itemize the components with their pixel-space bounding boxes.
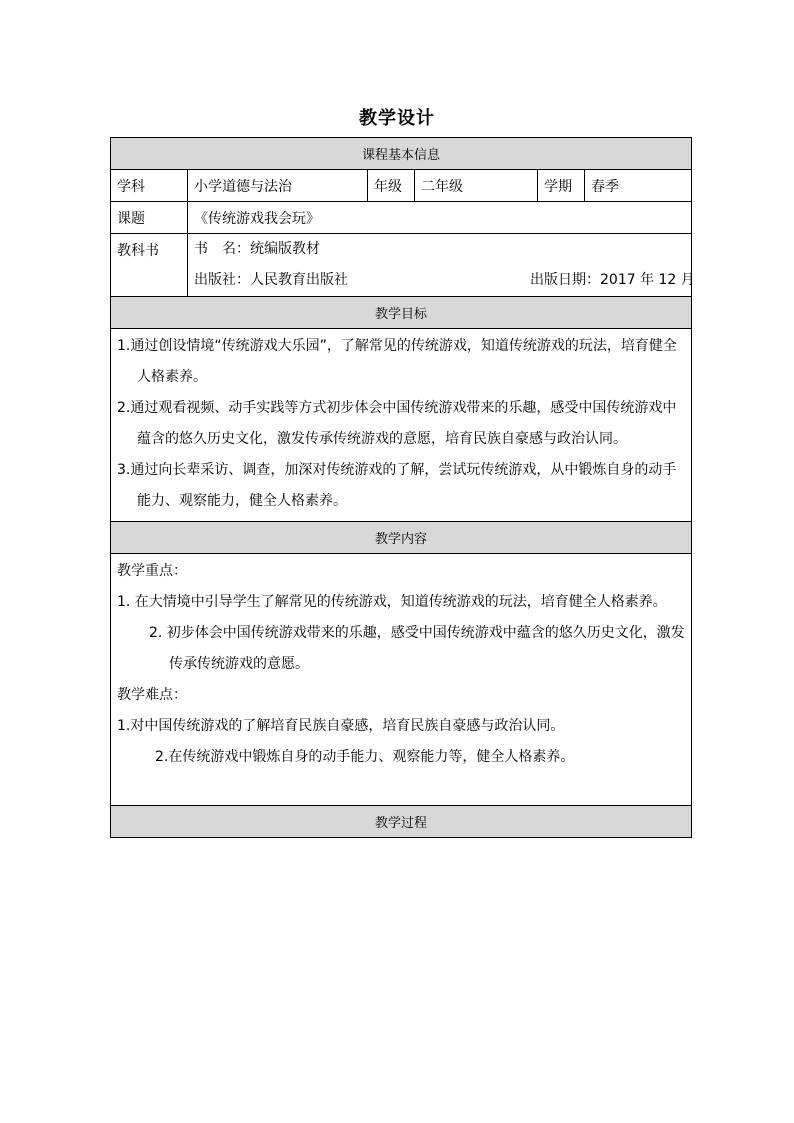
lesson-plan-table — [110, 137, 695, 838]
section-process-row — [111, 806, 692, 838]
lesson-label: 课题 — [111, 202, 188, 234]
section-basic-header: 课程基本信息 — [111, 138, 692, 170]
textbook-label: 教科书 — [111, 234, 188, 297]
lesson-row — [111, 202, 692, 234]
term-value: 春季 — [585, 170, 692, 202]
content-body — [111, 554, 692, 806]
difficult-point-item: 2.在传统游戏中锻炼自身的动手能力、观察能力等，健全人格素养。 — [155, 749, 575, 765]
publish-date: 出版日期：2017 年 12 月 — [530, 272, 695, 288]
subject-label: 学科 — [111, 170, 188, 202]
textbook-row — [111, 234, 692, 297]
textbook-info — [188, 234, 695, 297]
lesson-value: 《传统游戏我会玩》 — [188, 202, 692, 234]
content-row — [111, 554, 692, 806]
key-point-item: 2. 初步体会中国传统游戏带来的乐趣，感受中国传统游戏中蕴含的悠久历史文化，激发传承传统游戏的意愿。 — [149, 625, 685, 672]
difficult-point-item: 1.对中国传统游戏的了解培育民族自豪感，培育民族自豪感与政治认同。 — [117, 718, 565, 734]
section-content-header: 教学内容 — [111, 522, 692, 554]
objective-item: 2.通过观看视频、动手实践等方式初步体会中国传统游戏带来的乐趣，感受中国传统游戏中蕴含的悠久历史文化，激发传承传统游戏的意愿，培育民族自豪感与政治认同。 — [117, 400, 677, 447]
objectives-list — [111, 329, 692, 522]
grade-value: 二年级 — [415, 170, 538, 202]
term-label: 学期 — [538, 170, 585, 202]
difficult-points-label: 教学难点： — [117, 687, 187, 703]
objective-item: 1.通过创设情境“传统游戏大乐园”，了解常见的传统游戏，知道传统游戏的玩法，培育健全人格素养。 — [117, 338, 677, 385]
document-title: 教学设计 — [359, 108, 435, 129]
section-objectives-row — [111, 297, 692, 329]
grade-label: 年级 — [368, 170, 415, 202]
key-points-label: 教学重点： — [117, 563, 187, 579]
publisher: 出版社：人民教育出版社 — [194, 272, 348, 288]
section-process-header: 教学过程 — [111, 806, 692, 838]
key-point-item: 1. 在大情境中引导学生了解常见的传统游戏，知道传统游戏的玩法，培育健全人格素养。 — [117, 594, 667, 610]
subject-value: 小学道德与法治 — [188, 170, 368, 202]
book-name: 书 名：统编版教材 — [194, 241, 320, 257]
objectives-row — [111, 329, 692, 522]
objective-item: 3.通过向长辈采访、调查，加深对传统游戏的了解，尝试玩传统游戏，从中锻炼自身的动手能力、观察能力，健全人格素养。 — [117, 462, 677, 509]
section-basic-row — [111, 138, 692, 170]
section-objectives-header: 教学目标 — [111, 297, 692, 329]
publisher-line — [194, 265, 695, 296]
subject-row — [111, 170, 692, 202]
section-content-row — [111, 522, 692, 554]
